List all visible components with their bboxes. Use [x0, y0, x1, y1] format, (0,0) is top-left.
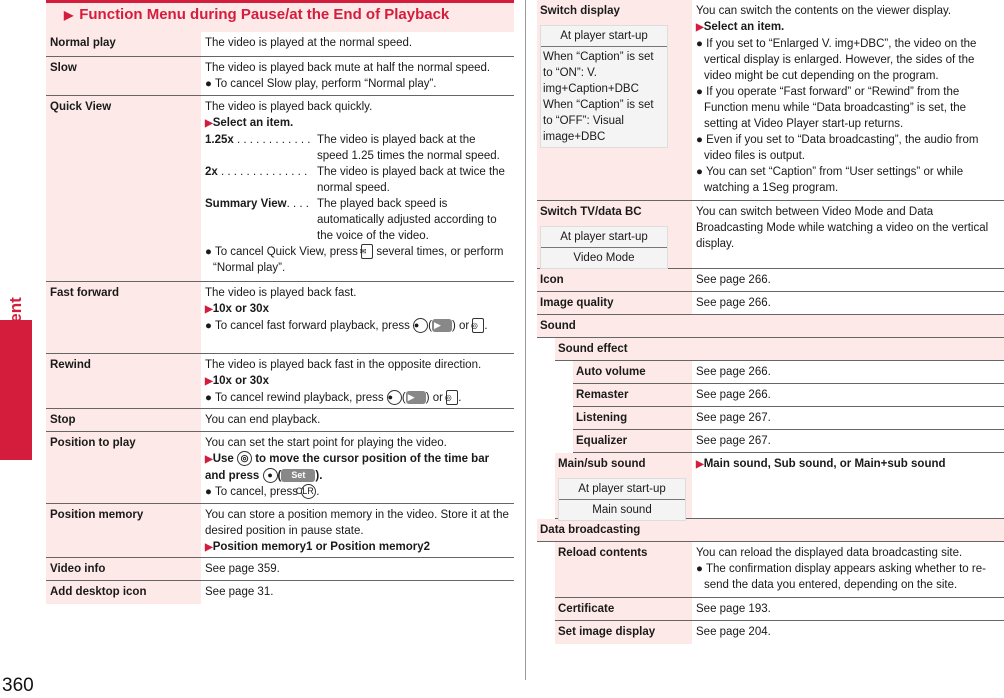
select-instruction: ▶Position memory1 or Position memory2	[205, 541, 430, 553]
row-value: The video is played back mute at half the normal speed.	[205, 62, 491, 74]
row-value: You can store a position memory in the video. Store it at the desired position in pause state.	[205, 509, 509, 537]
center-key-icon: ●	[413, 318, 428, 333]
row-value: You can set the start point for playing the video.	[205, 437, 447, 449]
select-instruction: ▶10x or 30x	[205, 303, 269, 315]
table-row	[46, 581, 514, 604]
table-row	[537, 292, 1004, 315]
sound-effect-group	[573, 361, 1004, 453]
note: ● If you set to “Enlarged V. img+DBC”, the video on the vertical display is enlarged. However, the sides of the video might be cut depending on the program.	[696, 38, 977, 82]
row-key: Rewind	[46, 354, 201, 408]
row-key: Image quality	[537, 292, 692, 314]
multi-key-icon: ◎	[237, 451, 252, 466]
select-instruction: ▶Select an item.	[205, 117, 294, 129]
group-heading-sound: Sound	[537, 315, 1004, 338]
table-row	[46, 432, 514, 504]
note: ● You can set “Caption” from “User settings” or while watching a 1Seg program.	[696, 166, 964, 194]
option-item: Summary View. . . . The played back speed is automatically adjusted according to the voice of the video.	[205, 198, 497, 242]
row-key: Switch TV/data BC	[540, 206, 642, 218]
arrow-icon: ▶	[205, 118, 213, 129]
left-column	[46, 0, 514, 604]
row-value: See page 267.	[696, 412, 771, 424]
set-key-icon: Set	[281, 469, 315, 482]
row-value: The video is played back fast.	[205, 287, 357, 299]
side-tab-label: Data Management	[6, 297, 25, 443]
row-value: See page 359.	[205, 563, 280, 575]
row-key: Position to play	[46, 432, 201, 503]
side-key-icon: ◎	[446, 390, 458, 405]
row-value: See page 204.	[696, 626, 771, 638]
table-row	[46, 282, 514, 354]
row-key: Position memory	[46, 504, 201, 557]
row-key: Stop	[46, 409, 201, 431]
row-key: Auto volume	[573, 361, 692, 383]
select-instruction: ▶10x or 30x	[205, 375, 269, 387]
row-key: Icon	[537, 269, 692, 291]
row-value: You can end playback.	[205, 414, 321, 426]
row-value: See page 266.	[696, 274, 771, 286]
play-key-icon: ▶	[432, 319, 452, 332]
data-broadcasting-group	[555, 542, 1004, 644]
table-row	[537, 269, 1004, 292]
row-value: See page 266.	[696, 366, 771, 378]
center-key-icon: ●	[387, 390, 402, 405]
note: ● To cancel Quick View, press ✉ several times, or perform “Normal play”.	[205, 246, 504, 274]
note: ● To cancel, press CLR .	[205, 486, 320, 498]
row-key: Slow	[46, 57, 201, 95]
row-value: The video is played back quickly.	[205, 101, 373, 113]
arrow-icon: ▶	[205, 304, 213, 315]
arrow-icon: ▶	[696, 22, 704, 33]
center-key-icon: ●	[263, 468, 278, 483]
row-key: Remaster	[573, 384, 692, 406]
side-tab-white	[0, 0, 32, 320]
select-instruction: ▶Select an item.	[696, 21, 785, 33]
select-instruction: ▶Use ◎ to move the cursor position of the time bar and press ● ( Set ).	[205, 453, 490, 482]
note: ● To cancel rewind playback, press ● ( ▶ ) or ◎ .	[205, 392, 462, 404]
row-key: Listening	[573, 407, 692, 429]
option-item: 1.25x . . . . . . . . . . . . The video is played back at the speed 1.25 times the normal speed.	[205, 134, 500, 162]
mail-key-icon: ✉	[361, 244, 373, 259]
row-value: You can switch the contents on the viewer display.	[696, 5, 952, 17]
clear-key-icon: CLR	[301, 484, 316, 499]
select-instruction: ▶Main sound, Sub sound, or Main+sub sound	[696, 458, 946, 470]
side-tab	[0, 0, 32, 698]
table-row	[555, 453, 1004, 519]
table-row	[573, 384, 1004, 407]
table-row	[555, 621, 1004, 644]
row-key: Reload contents	[555, 542, 692, 597]
arrow-icon: ▶	[205, 376, 213, 387]
arrow-icon: ▶	[205, 454, 213, 465]
note: ● Even if you set to “Data broadcasting”, the audio from video files is output.	[696, 134, 979, 162]
note: ● If you operate “Fast forward” or “Rewind” from the Function menu while “Data broadcasting” is set, the setting at Video Player start-up returns.	[696, 86, 967, 130]
row-value: See page 267.	[696, 435, 771, 447]
row-value: You can reload the displayed data broadcasting site.	[696, 547, 963, 559]
table-row	[555, 598, 1004, 621]
row-value: See page 31.	[205, 586, 274, 598]
arrow-icon: ▶	[205, 542, 213, 553]
option-item: 2x . . . . . . . . . . . . . . The video is played back at twice the normal speed.	[205, 166, 505, 194]
table-row	[573, 430, 1004, 453]
note: ● The confirmation display appears asking whether to re-send the data you entered, depending on the site.	[696, 563, 986, 591]
row-value: See page 266.	[696, 297, 771, 309]
page-number: 360	[2, 675, 34, 696]
table-row	[46, 504, 514, 558]
heading-triangle-icon: ▶	[64, 8, 74, 22]
table-row	[46, 409, 514, 432]
row-key: Quick View	[46, 96, 201, 281]
row-value: You can switch between Video Mode and Data Broadcasting Mode while watching a video on the vertical display.	[696, 206, 989, 250]
row-value: See page 193.	[696, 603, 771, 615]
sound-group	[555, 338, 1004, 519]
right-column	[537, 0, 1004, 644]
table-row	[573, 407, 1004, 430]
section-heading: ▶ Function Menu during Pause/at the End of Playback	[46, 0, 514, 32]
group-heading-sound-effect: Sound effect	[555, 338, 1004, 361]
row-value: See page 266.	[696, 389, 771, 401]
row-value: The video is played at the normal speed.	[205, 37, 413, 49]
row-key: Main/sub sound	[558, 458, 646, 470]
row-key: Switch display	[540, 5, 620, 17]
table-row	[537, 201, 1004, 269]
row-key: Add desktop icon	[46, 581, 201, 604]
row-key: Certificate	[555, 598, 692, 620]
startup-box: At player start-up Video Mode	[540, 226, 668, 269]
group-heading-data-broadcasting: Data broadcasting	[537, 519, 1004, 542]
row-key: Equalizer	[573, 430, 692, 452]
table-row	[555, 542, 1004, 598]
table-row	[46, 558, 514, 581]
table-row	[46, 57, 514, 96]
note: ● To cancel Slow play, perform “Normal play”.	[205, 78, 437, 90]
arrow-icon: ▶	[696, 459, 704, 470]
row-key: Video info	[46, 558, 201, 580]
table-row	[573, 361, 1004, 384]
side-key-icon: ◎	[472, 318, 484, 333]
play-key-icon: ▶	[406, 391, 426, 404]
row-key: Set image display	[555, 621, 692, 644]
note: ● To cancel fast forward playback, press ● ( ▶ ) or ◎ .	[205, 320, 488, 332]
startup-box: At player start-up When “Caption” is set to “ON”: V. img+Caption+DBC When “Caption” is set to “OFF”: Visual image+DBC	[540, 25, 668, 148]
table-row	[46, 96, 514, 282]
row-value: The video is played back fast in the opposite direction.	[205, 359, 482, 371]
startup-box: At player start-up Main sound	[558, 478, 686, 521]
table-row	[537, 0, 1004, 201]
row-key: Normal play	[46, 32, 201, 56]
row-key: Fast forward	[46, 282, 201, 353]
table-row	[46, 354, 514, 409]
column-divider	[525, 0, 526, 680]
table-row	[46, 32, 514, 57]
